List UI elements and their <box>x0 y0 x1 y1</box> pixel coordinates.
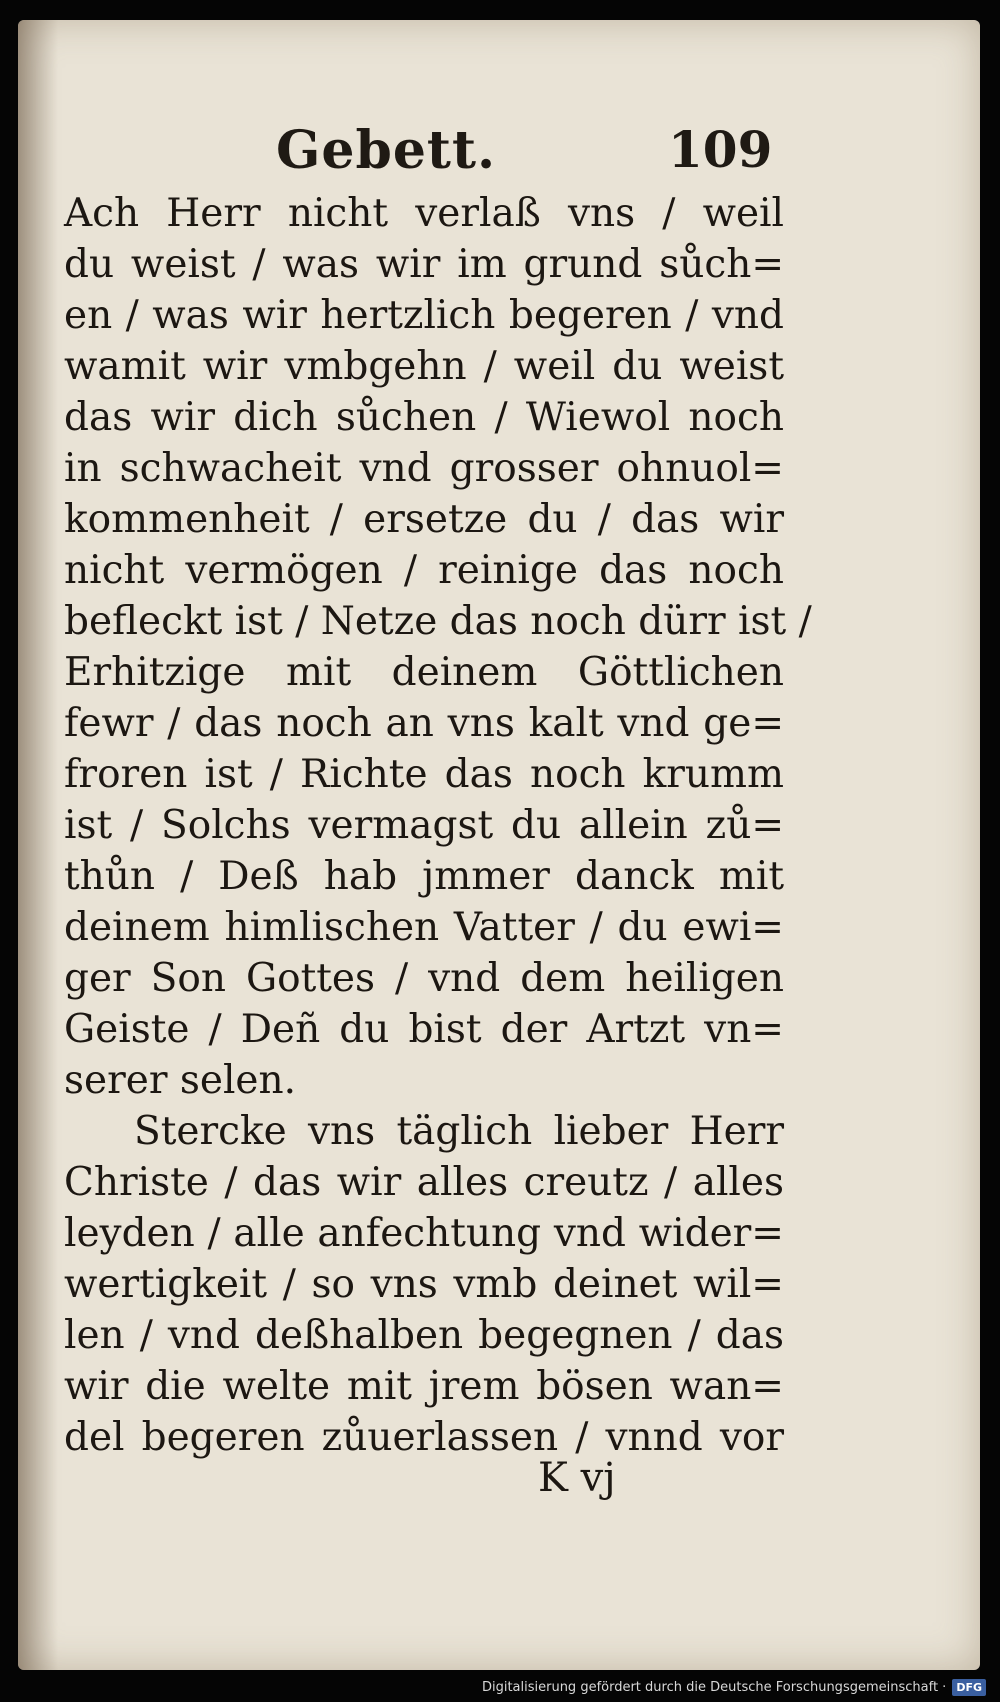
text-line: Stercke vns täglich lieber Herr <box>134 1109 784 1154</box>
credit-text: Digitalisierung gefördert durch die Deutsche Forschungsgemeinschaft · <box>481 1679 947 1695</box>
text-line: Christe / das wir alles creutz / alles <box>64 1160 784 1205</box>
text-line: en / was wir hertzlich begeren / vnd <box>64 293 784 338</box>
text-line: wir die welte mit jrem bösen wan= <box>64 1364 784 1409</box>
text-line: leyden / alle anfechtung vnd wider= <box>64 1211 784 1256</box>
text-line: del begeren zůuerlassen / vnnd vor <box>64 1415 784 1460</box>
digitization-credit <box>482 1676 986 1698</box>
text-line: das wir dich sůchen / Wiewol noch <box>64 395 784 440</box>
signature-mark: K vj <box>538 1455 616 1501</box>
text-line: ger Son Gottes / vnd dem heiligen <box>64 956 784 1001</box>
text-line: len / vnd deßhalben begegnen / das <box>64 1313 784 1358</box>
book-page <box>18 20 980 1670</box>
text-line: wamit wir vmbgehn / weil du weist <box>64 344 784 389</box>
running-head: Gebett. <box>276 120 497 181</box>
text-line: befleckt ist / Netze das noch dürr ist / <box>64 599 812 644</box>
text-line: froren ist / Richte das noch krumm <box>64 752 784 797</box>
text-line: du weist / was wir im grund sůch= <box>64 242 784 287</box>
text-line: wertigkeit / so vns vmb deinet wil= <box>64 1262 784 1307</box>
text-line: fewr / das noch an vns kalt vnd ge= <box>64 701 784 746</box>
text-line: serer selen. <box>64 1058 297 1103</box>
page-number: 109 <box>668 120 773 179</box>
text-line: nicht vermögen / reinige das noch <box>64 548 784 593</box>
text-line: Erhitzige mit deinem Göttlichen <box>64 650 784 695</box>
text-line: ist / Solchs vermagst du allein zů= <box>64 803 784 848</box>
text-line: Geiste / Deñ du bist der Artzt vn= <box>64 1007 784 1052</box>
text-line: thůn / Deß hab jmmer danck mit <box>64 854 784 899</box>
body-text <box>64 188 812 1463</box>
page-header <box>18 120 980 190</box>
text-line: in schwacheit vnd grosser ohnuol= <box>64 446 784 491</box>
dfg-logo: DFG <box>952 1679 986 1696</box>
text-line: deinem himlischen Vatter / du ewi= <box>64 905 784 950</box>
text-line: kommenheit / ersetze du / das wir <box>64 497 784 542</box>
text-line: Ach Herr nicht verlaß vns / weil <box>64 191 784 236</box>
